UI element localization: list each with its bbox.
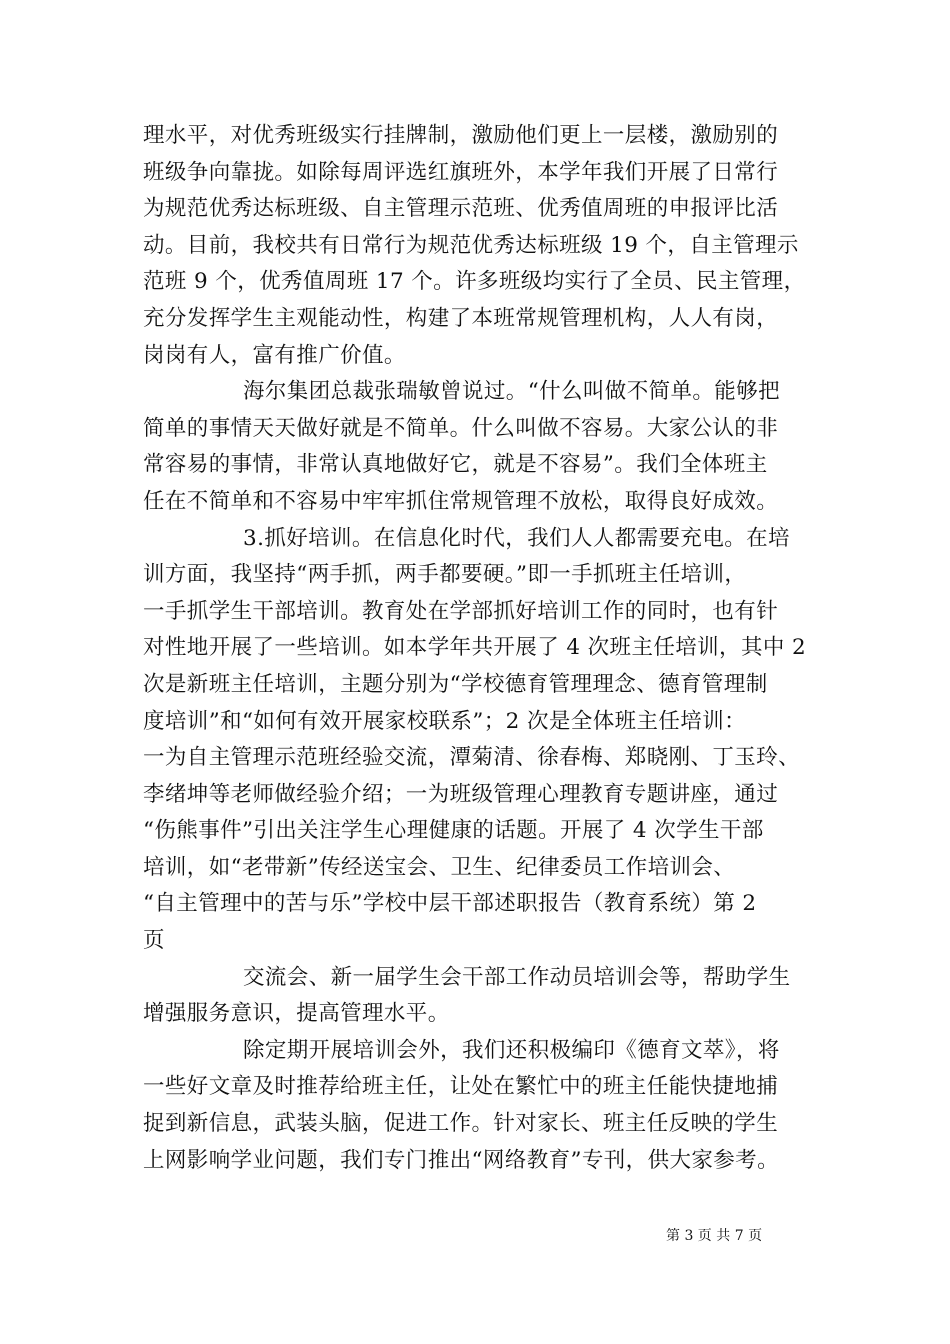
paragraph-2: 海尔集团总裁张瑞敏曾说过。“什么叫做不简单。能够把 简单的事情天天做好就是不简单。什么叫做不容易。大家公认的非 常容易的事情，非常认真地做好它，就是不容易”。我们全体班主 任在不简单和不容易中牢牢抓住常规管理不放松，取得良好成效。 xyxy=(143,379,780,514)
paragraph-1: 理水平，对优秀班级实行挂牌制，激励他们更上一层楼，激励别的 班级争向靠拢。如除每周评选红旗班外，本学年我们开展了日常行 为规范优秀达标班级、自主管理示范班、优秀值周班的申报评比活 动。目前，我校共有日常行为规范优秀达标班级 19 个，自主管理示 范班 9 个，优秀值周班 17 个。许多班级均实行了全员、民主管理， 充分发挥学生主观能动性，构建了本班常规管理机构，人人有岗， 岗岗有人，富有推广价值。 xyxy=(143,123,806,368)
paragraph-4: 交流会、新一届学生会干部工作动员培训会等，帮助学生 增强服务意识，提高管理水平。 xyxy=(143,964,791,1027)
paragraph-3: 3.抓好培训。在信息化时代，我们人人都需要充电。在培 训方面，我坚持“两手抓，两手都要硬。”即一手抓班主任培训， 一手抓学生干部培训。教育处在学部抓好培训工作的同时，也有针 对性地开展了一些培训。如本学年共开展了 4 次班主任培训，其中 2 次是新班主任培训，主题分别为“学校德育管理理念、德育管理制 度培训”和“如何有效开展家校联系”；2 次是全体班主任培训： 一为自主管理示范班经验交流，潭菊清、徐春梅、郑晓刚、丁玉玲、 李绪坤等老师做经验介绍；一为班级管理心理教育专题讲座，通过 “伤熊事件”引出关注学生心理健康的话题。开展了 4 次学生干部 培训，如“老带新”传经送宝会、卫生、纪律委员工作培训会、 “自主管理中的苦与乐”学校中层干部述职报告（教育系统）第 2 页 xyxy=(143,525,807,954)
paragraph-5: 除定期开展培训会外，我们还积极编印《德育文萃》，将 一些好文章及时推荐给班主任，让处在繁忙中的班主任能快捷地捕 捉到新信息，武装头脑，促进工作。针对家长、班主任反映的学生 上网影响学业问题，我们专门推出“网络教育”专刊，供大家参考。 xyxy=(143,1037,780,1173)
page-number-footer: 第 3 页 共 7 页 xyxy=(666,1228,763,1244)
document-body xyxy=(143,118,813,1179)
